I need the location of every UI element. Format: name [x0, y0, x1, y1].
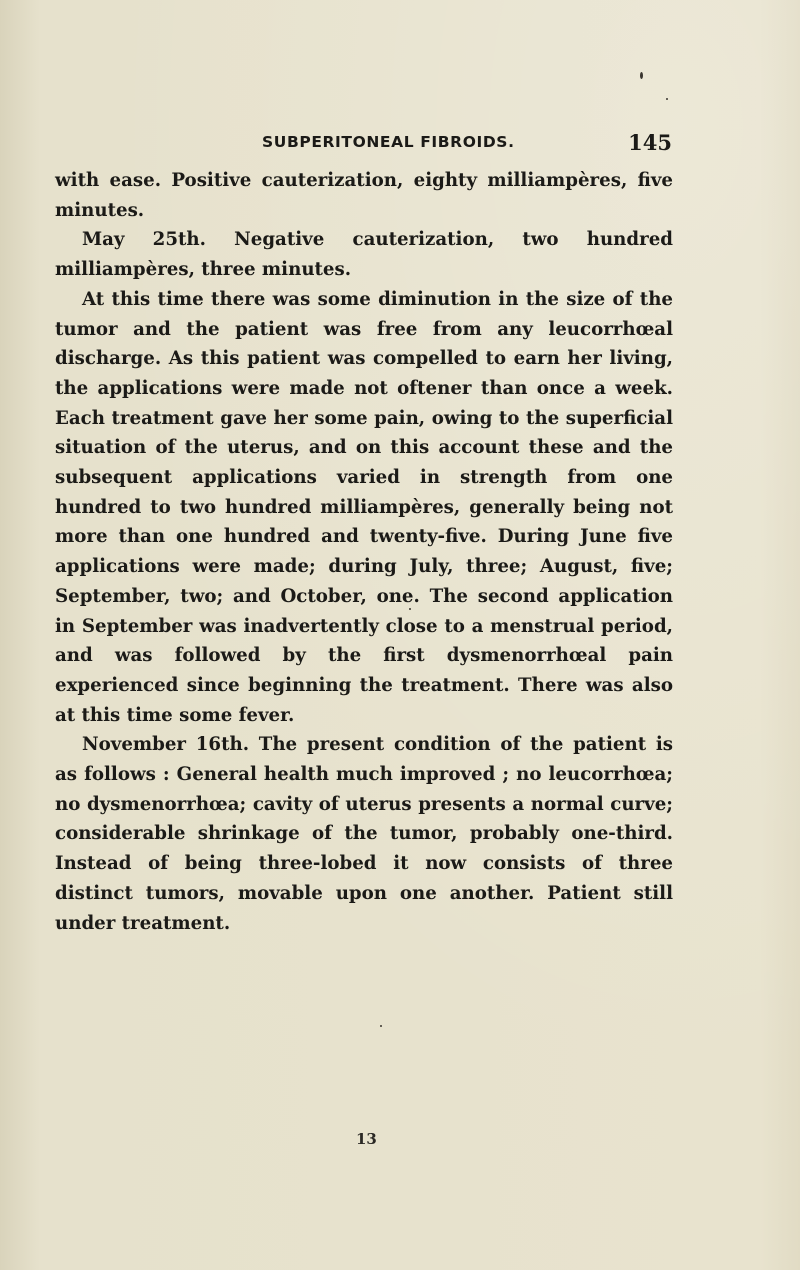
- page-number: 145: [628, 130, 672, 155]
- running-head: SUBPERITONEAL FIBROIDS.: [262, 133, 515, 151]
- paper-speck: [409, 608, 411, 610]
- paper-speck: [640, 72, 643, 79]
- paragraph: At this time there was some diminution in the size of the tumor and the patient was free from any leucorrhœal discharge. As this patient was compelled to earn her living, the applications were made not oftener than once a week. Each treatment gave her some pain, owing to the superficial situation of the uterus, and on this account these and the subsequent applications varied in strength from one hundred to two hundred milliampères, generally being not more than one hundred and twenty-five. During June five applications were made; during July, three; August, five; September, two; and October, one. The second application in September was inadvertently close to a menstrual period, and was followed by the first dysmenorrhœal pain experienced since beginning the treatment. There was also at this time some fever.: [55, 288, 673, 726]
- paper-speck: [666, 98, 668, 100]
- body-text: [55, 166, 673, 938]
- paragraph: with ease. Positive cauterization, eighty milliampères, five minutes.: [55, 170, 673, 221]
- paragraph: May 25th. Negative cauterization, two hundred milliampères, three minutes.: [55, 229, 673, 281]
- paper-speck: [380, 1025, 382, 1027]
- signature-mark: 13: [356, 1130, 377, 1148]
- page-header: [262, 130, 672, 161]
- paragraph: November 16th. The present condition of the patient is as follows : General health much improved ; no leucorrhœa; no dysmenorrhœa; cavity of uterus presents a normal curve; considerable shrinkage of the tumor, probably one-third. Instead of being three-lobed it now consists of three distinct tumors, movable upon one another. Patient still under treatment.: [55, 734, 673, 934]
